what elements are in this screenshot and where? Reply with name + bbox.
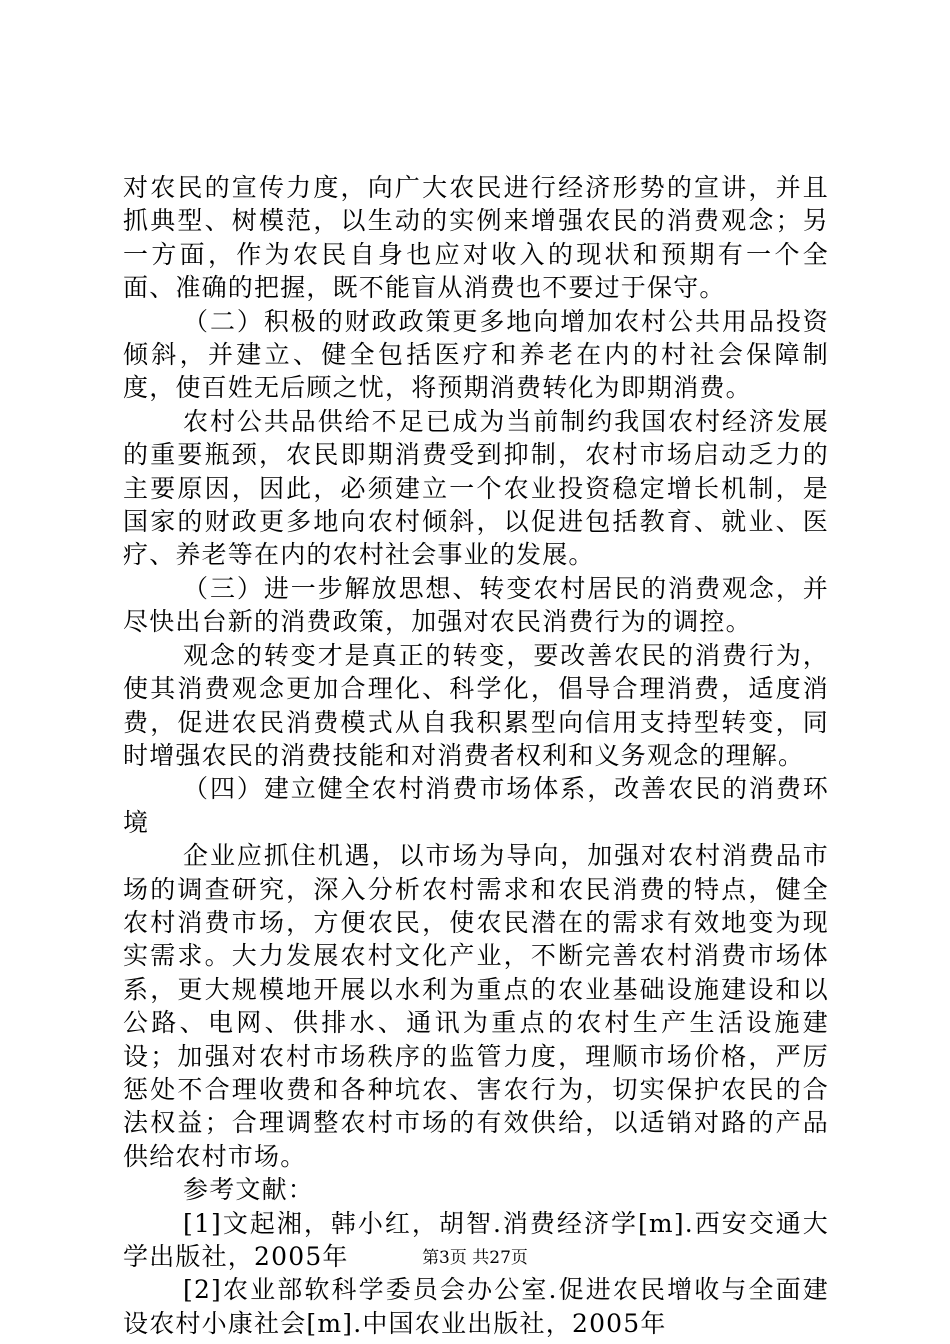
paragraph-2: （二）积极的财政政策更多地向增加农村公共用品投资倾斜，并建立、健全包括医疗和养老在内的村社会保障制度，使百姓无后顾之忧，将预期消费转化为即期消费。	[123, 306, 829, 403]
section-heading-4: （四）建立健全农村消费市场体系，改善农民的消费环境	[123, 774, 829, 837]
paragraph-3: 农村公共品供给不足已成为当前制约我国农村经济发展的重要瓶颈，农民即期消费受到抑制，农村市场启动乏力的主要原因，因此，必须建立一个农业投资稳定增长机制，是国家的财政更多地向农村倾斜，以促进包括教育、就业、医疗、养老等在内的农村社会事业的发展。	[123, 406, 829, 570]
paragraph-4: （三）进一步解放思想、转变农村居民的消费观念，并尽快出台新的消费政策，加强对农民消费行为的调控。	[123, 573, 829, 637]
paragraph-1: 对农民的宣传力度，向广大农民进行经济形势的宣讲，并且抓典型、树模范，以生动的实例来增强农民的消费观念；另一方面，作为农民自身也应对收入的现状和预期有一个全面、准确的把握，既不能盲从消费也不要过于保守。	[123, 173, 829, 303]
references-heading: 参考文献：	[183, 1175, 315, 1205]
paragraph-7: 企业应抓住机遇，以市场为导向，加强对农村消费品市场的调查研究，深入分析农村需求和农民消费的特点，健全农村消费市场，方便农民，使农民潜在的需求有效地变为现实需求。大力发展农村文化产业，不断完善农村消费市场体系，更大规模地开展以水利为重点的农业基础设施建设和以公路、电网、供排水、通讯为重点的农村生产生活设施建设；加强对农村市场秩序的监管力度，理顺市场价格，严厉惩处不合理收费和各种坑农、害农行为，切实保护农民的合法权益；合理调整农村市场的有效供给，以适销对路的产品供给农村市场。	[123, 841, 829, 1171]
page-number-footer: 第3页 共27页	[422, 1248, 528, 1268]
document-body	[123, 171, 829, 1340]
paragraph-5: 观念的转变才是真正的转变，要改善农民的消费行为，使其消费观念更加合理化、科学化，倡导合理消费，适度消费，促进农民消费模式从自我积累型向信用支持型转变，同时增强农民的消费技能和对消费者权利和义务观念的理解。	[123, 640, 829, 770]
reference-2: [2]农业部软科学委员会办公室.促进农民增收与全面建设农村小康社会[m].中国农业出版社，2005年	[123, 1275, 829, 1338]
reference-1: [1]文起湘，韩小红，胡智.消费经济学[m].西安交通大学出版社，2005年	[123, 1208, 829, 1271]
